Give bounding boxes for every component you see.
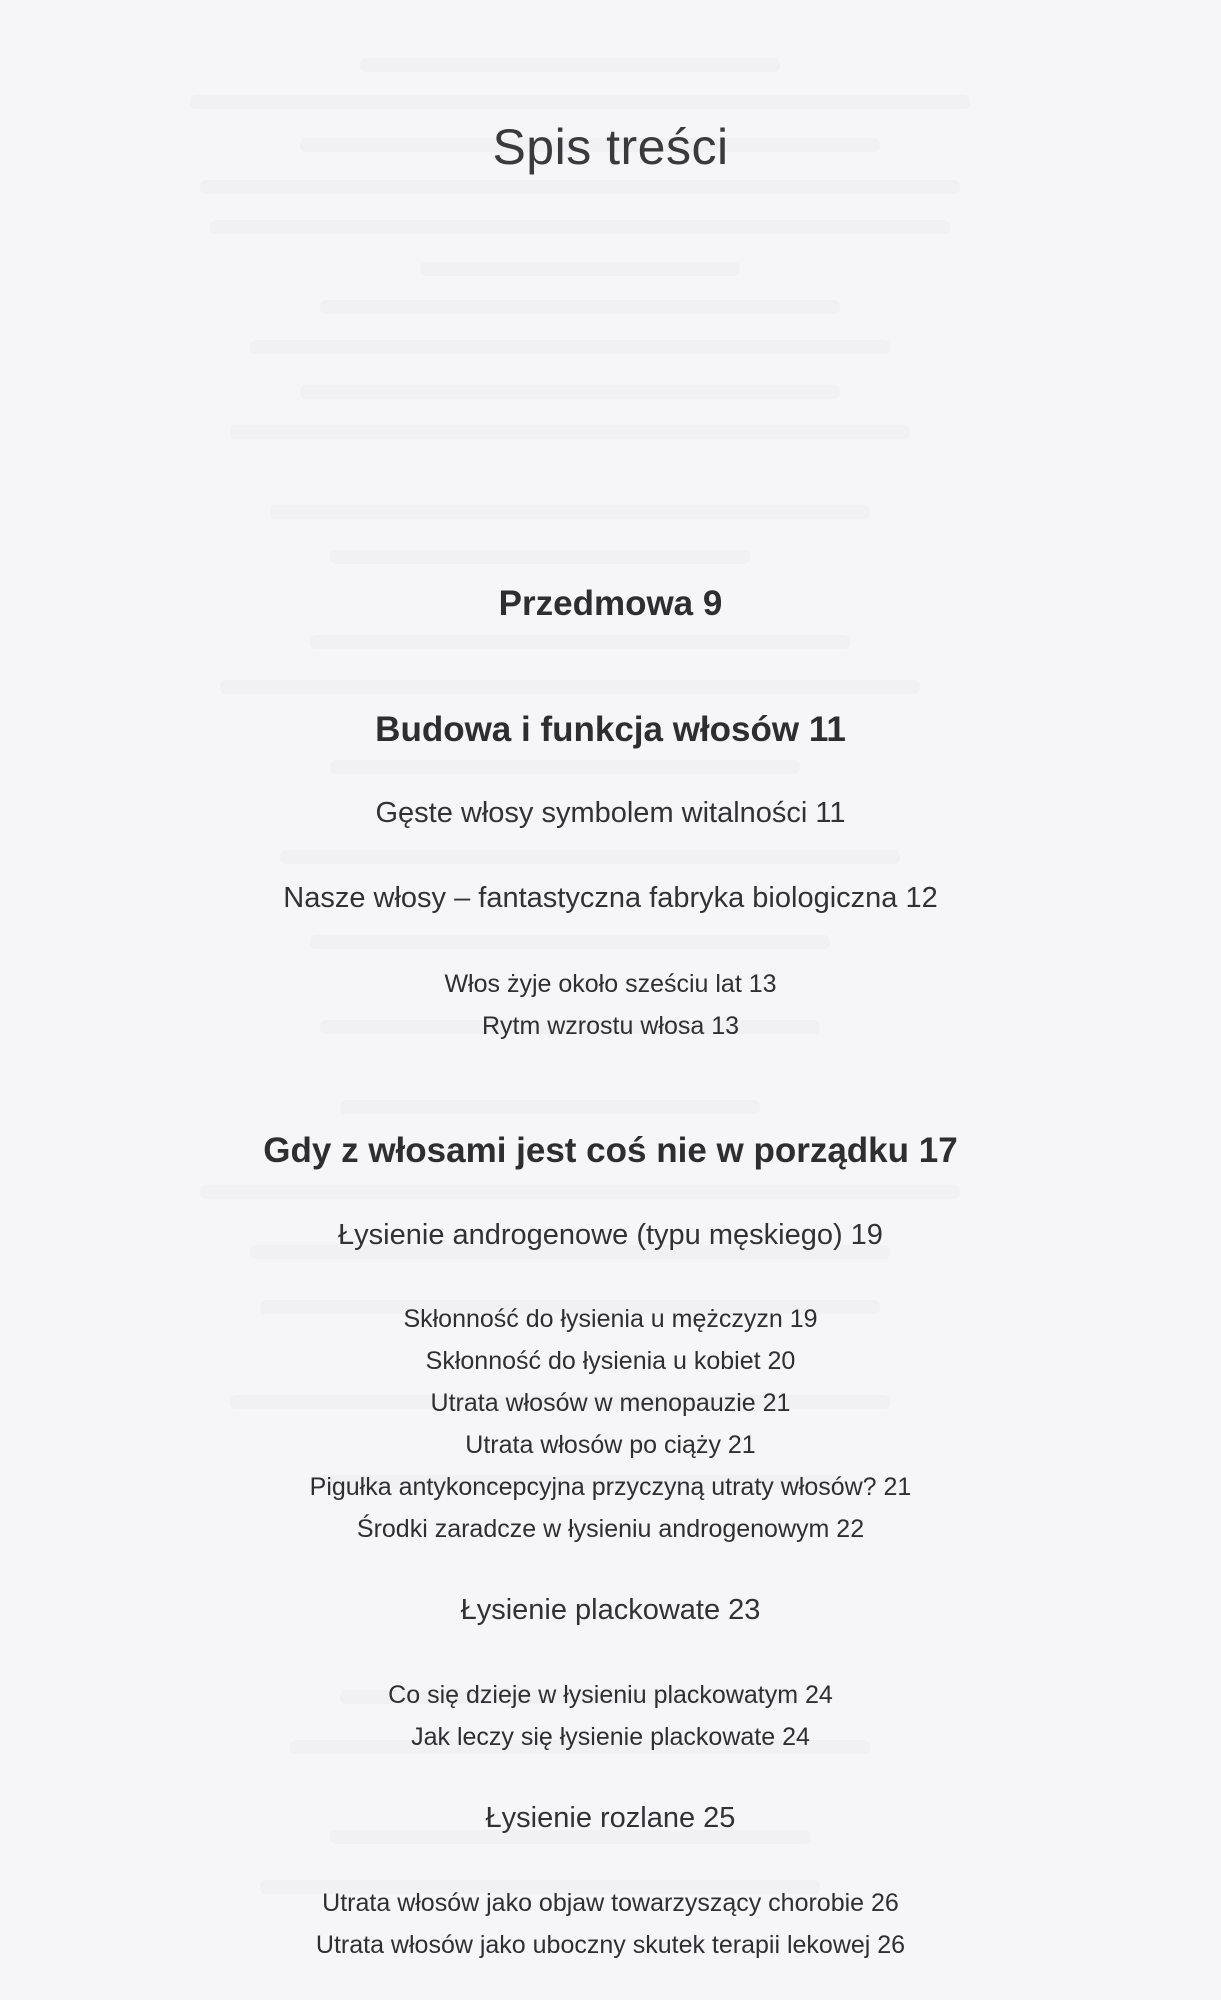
toc-entry-disease-symptom: Utrata włosów jako objaw towarzyszący chorobie 26 [322, 1889, 899, 1917]
toc-entry-androgenic-alopecia: Łysienie androgenowe (typu męskiego) 19 [338, 1219, 883, 1251]
toc-entry-pregnancy-loss: Utrata włosów po ciąży 21 [465, 1431, 756, 1459]
page-title: Spis treści [492, 119, 729, 175]
toc-entry-thick-hair: Gęste włosy symbolem witalności 11 [375, 797, 846, 829]
toc-entry-drug-side-effect: Utrata włosów jako uboczny skutek terapii lekowej 26 [315, 1931, 906, 1959]
toc-entry-contraceptive-pill: Pigułka antykoncepcyjna przyczyną utraty włosów? 21 [309, 1473, 912, 1501]
toc-entry-men-predisposition: Skłonność do łysienia u mężczyzn 19 [403, 1305, 818, 1333]
toc-entry-remedies: Środki zaradcze w łysieniu androgenowym 22 [356, 1515, 865, 1543]
toc-entry-growth-rhythm: Rytm wzrostu włosa 13 [481, 1012, 740, 1040]
toc-entry-areata-treatment: Jak leczy się łysienie plackowate 24 [411, 1723, 810, 1751]
toc-entry-biological-factory: Nasze włosy – fantastyczna fabryka biologiczna 12 [283, 882, 938, 914]
toc-entry-areata-process: Co się dzieje w łysieniu plackowatym 24 [388, 1681, 833, 1709]
toc-entry-hair-problems: Gdy z włosami jest coś nie w porządku 17 [263, 1131, 958, 1170]
toc-entry-menopause-loss: Utrata włosów w menopauzie 21 [430, 1389, 791, 1417]
toc-entry-hair-lifespan: Włos żyje około sześciu lat 13 [444, 970, 777, 998]
toc-entry-diffuse-alopecia: Łysienie rozlane 25 [485, 1802, 736, 1834]
toc-entry-preface: Przedmowa 9 [498, 584, 723, 623]
toc-entry-alopecia-areata: Łysienie plackowate 23 [460, 1594, 761, 1626]
toc-entry-women-predisposition: Skłonność do łysienia u kobiet 20 [425, 1347, 796, 1375]
toc-entry-hair-structure: Budowa i funkcja włosów 11 [375, 710, 846, 749]
